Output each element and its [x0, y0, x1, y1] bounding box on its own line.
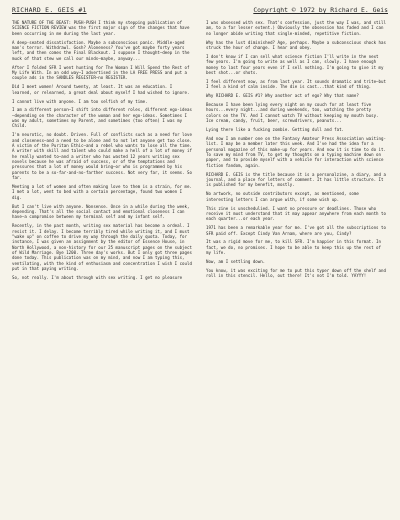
paragraph: I feel different now, as from last year. It sounds dramatic and trite—but I feel a kind of calm inside. The die is cast...that kind of thing.	[206, 78, 386, 90]
paragraph: Meeting a lot of women and often making love to them is a strain, for me. I met a lot, went to bed with a certain percentage, found two women I dig.	[12, 184, 192, 200]
page-header	[12, 6, 388, 14]
paragraph: You know, it was exciting for me to put this typer down off the shelf and roll in this stencil. Hello, out there! It's not I'm told. YAYYY!	[206, 268, 386, 279]
paragraph: Because I have been lying every night on my couch for at least five hours...every night...and during weekends, too, watching the pretty colors on the TV. And I cannot watch TV without keeping my mouth busy. Ice cream, candy, fruit, beer, screwdrivers, peanuts...	[206, 102, 379, 124]
paragraph: THE NATURE OF THE BEAST: PUSH-PUSH I think my stepping publication of SCIENCE FICTION REVIEW was the first major sign of the changes that have been occurring in me during the last year.	[12, 20, 190, 36]
paragraph: Lying there like a fucking zombie. Getting dull and fat.	[206, 127, 345, 133]
paragraph: RICHARD E. GEIS is the title because it is a personalzine, a diary, and a journal, and a place for letters of comment. It has little structure. It is published for my benefit, mostly.	[206, 171, 386, 188]
text-columns	[12, 20, 388, 284]
copyright-notice: Copyright © 1972 by Richard E. Geis	[253, 6, 388, 14]
paragraph: No artwork, no outside contributors except, as mentioned, some interesting letters I can argue with, if some wish up.	[206, 191, 359, 202]
paragraph: And now I am number one on the Fantasy Amateur Press Association waiting-list. I may be a member later this week. And I've had the idea for a personal magazine of this make-up for years. And now it is time to do it. To save my mind from TV, to get my thoughts on a typing machine down on paper, and to provide myself with a vehicle for interaction with science fiction fandom, again.	[206, 136, 386, 168]
paragraph: I am a different person—I shift into different roles, different ego-ideas—depending on the character of the woman and her ego-ideas. Sometimes I was my adult, sometimes my Parent, and sometimes (too often) I was my Child.	[12, 107, 192, 129]
paragraph: Did I meet women! Around twenty, at least. It was an education. I learned, or relearned, a great deal about myself I had wished to ignore.	[12, 84, 190, 95]
paragraph: But I can't live with anyone. Nonsense. Once in a while during the week, depending. That's all the social contact and emotional closeness I can have—a compromise between my terminal self and my infant self.	[12, 203, 190, 220]
paragraph: I'm neurotic, no doubt. Driven. Full of conflicts such as a need for love and closeness—and a need to be alone and to not let anyone get too close. A victim of the Puritan Ethic—and a rebel who wants to lose all the time. A writer with skill and talent who could make a hell of a lot of money if he really wanted to—and a writer who has wasted 12 years writing sex novels because he was afraid of success, or of the temptations and pressures that a lot of money would bring—or who is programmed by his parents to be a so-far-and-no-farther success. Not very far, it seems. So far.	[12, 132, 192, 181]
paragraph: Recently, in the past month, writing sex material has become a ordeal. I resist it. I delay. I become terribly tired while writing it, and I must "wake up" on coffee to drive my way through the daily quota. Today, for instance, I was given an assignment by the editor of Essence House, in North Hollywood, a non-history for our 25 manuscript pages on the subject of Wild Marriage. Bye 1200. Three day's works. But I only got three pages done today. This publication was on my mind, and now I am typing this, ventilating, with the kind of enthusiasm and concentration I wish I could put in that paying writing.	[12, 223, 192, 272]
zine-title: RICHARD E. GEIS #1	[12, 6, 87, 14]
paragraph: It was a rigid move for me, to kill SFR. I'm happier in this format. In fact, we do, no promises. I hope to be able to keep this up the rest of my life.	[206, 239, 381, 256]
left-column	[12, 20, 194, 284]
paragraph: Why has the lust diminished? Age, perhaps. Maybe a subconscious shock has struck the hour of change. I hear and obey.	[206, 39, 386, 50]
right-column	[206, 20, 388, 284]
paragraph: Now, am I settling down.	[206, 259, 266, 265]
paragraph: This zine is unschedulied. I want no pressure or deadlines. Those who receive it must understand that it may appear anywhere from each month to each quarter...or each year.	[206, 205, 386, 222]
paragraph: A deep-seated dissatisfaction. Maybe a subconscious panic. Middle-aged man's terror. Withdrawl. Gosh? Aloneness? You've got maybe forty years left, and then comes the Final Blackout. I suppose I thought—deep in the muck of that stew we call our minds—maybe, anyway...	[12, 39, 190, 61]
paragraph: Why RICHARD E. GEIS #1? Why another act of ego? Why that name?	[206, 93, 359, 99]
paragraph: I cannot live with anyone. I am too selfish of my time.	[12, 98, 148, 104]
paragraph: I was obsessed with sex. That's confession, just the way I was, and still am, to a far lesser extent.) Obviously the obsession has faded and I can no longer abide writing that single-minded, repetitive fiction.	[206, 20, 386, 36]
paragraph: So, not really. I'm about through with sex writing. I get no pleasure	[12, 275, 183, 281]
paragraph: After I folded SFR I went hunting for The Woman I Will Spend the Rest of My Life With. In an odd way—I advertised in the LA FREE PRESS and put a couple ads in the SANDLES REGISTER—no REGISTER.	[12, 64, 190, 81]
paragraph: I don't know if I can sell what science fiction I'll write in the next few years. I'm going to write as well as I can, slowly. I have enough money to last four years even if I sell nothing. I'm going to give it my best shot...or shots.	[206, 53, 384, 75]
paragraph: 1971 has been a remarkable year for me. I've got all the subscriptions to SFR paid off. Except Cindy Van Arnam, where are you, Cindy?	[206, 225, 386, 236]
